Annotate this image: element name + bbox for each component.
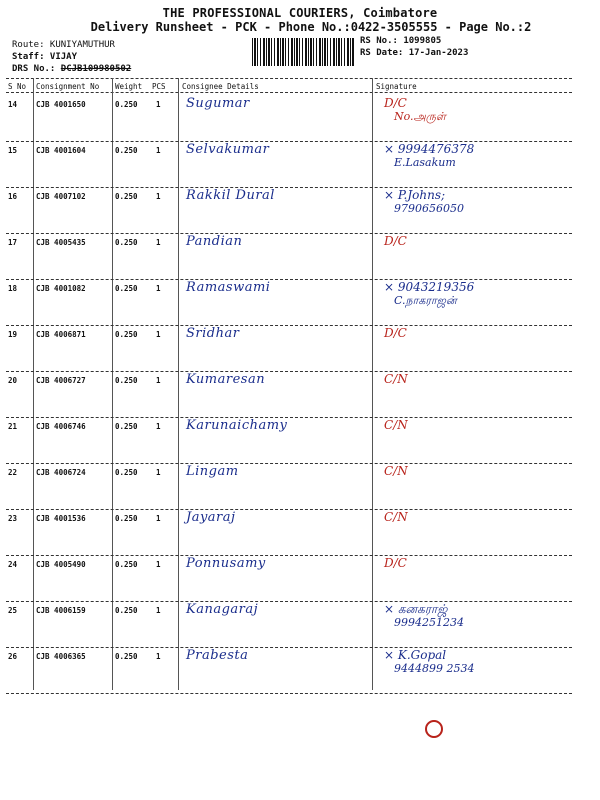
- row-weight: 0.250: [115, 238, 138, 247]
- signature-cell: [378, 602, 568, 630]
- signature-cell: [378, 188, 568, 216]
- signature-line-1: × 9043219356: [384, 280, 475, 294]
- ink-stamp-mark: [425, 720, 443, 738]
- consignee-name: Pandian: [186, 234, 243, 249]
- row-weight: 0.250: [115, 468, 138, 477]
- consignee-name: Kumaresan: [186, 372, 266, 387]
- signature-cell: [378, 234, 568, 248]
- consignee-name: Sridhar: [186, 326, 240, 341]
- table-row: [6, 510, 572, 556]
- row-sno: 17: [8, 238, 18, 247]
- drs-value: DCJB109980502: [60, 64, 132, 74]
- rs-date: RS Date: 17-Jan-2023: [360, 48, 469, 58]
- row-sno: 24: [8, 560, 18, 569]
- row-pcs: 1: [156, 284, 161, 293]
- row-sno: 20: [8, 376, 18, 385]
- signature-line-1: C/N: [384, 510, 408, 524]
- row-consignment-no: CJB 4007102: [36, 192, 86, 201]
- signature-line-1: × P.Johns;: [384, 188, 446, 202]
- row-consignment-no: CJB 4006727: [36, 376, 86, 385]
- row-pcs: 1: [156, 146, 161, 155]
- table-row: [6, 556, 572, 602]
- row-sno: 21: [8, 422, 18, 431]
- row-consignment-no: CJB 4001082: [36, 284, 86, 293]
- signature-line-2: 9994251234: [394, 616, 464, 629]
- row-weight: 0.250: [115, 100, 138, 109]
- signature-line-2: E.Lasakum: [394, 156, 456, 169]
- row-sno: 18: [8, 284, 18, 293]
- row-pcs: 1: [156, 100, 161, 109]
- consignee-name: Selvakumar: [186, 142, 270, 157]
- row-consignment-no: CJB 4005490: [36, 560, 86, 569]
- signature-cell: [378, 464, 568, 478]
- row-consignment-no: CJB 4006365: [36, 652, 86, 661]
- row-pcs: 1: [156, 652, 161, 661]
- row-weight: 0.250: [115, 422, 138, 431]
- consignee-name: Prabesta: [186, 648, 249, 663]
- row-sno: 16: [8, 192, 18, 201]
- row-consignment-no: CJB 4006871: [36, 330, 86, 339]
- signature-cell: [378, 326, 568, 340]
- signature-cell: [378, 372, 568, 386]
- row-sno: 15: [8, 146, 18, 155]
- col-consignment: Consignment No: [36, 82, 100, 91]
- row-weight: 0.250: [115, 146, 138, 155]
- signature-cell: [378, 510, 568, 524]
- signature-line-2: No.அருள்: [394, 110, 446, 123]
- row-pcs: 1: [156, 422, 161, 431]
- consignee-name: Kanagaraj: [186, 602, 259, 617]
- table-row: [6, 648, 572, 694]
- table-row: [6, 142, 572, 188]
- col-weight: Weight: [115, 82, 143, 91]
- signature-cell: [378, 142, 568, 170]
- table-row: [6, 188, 572, 234]
- row-consignment-no: CJB 4001650: [36, 100, 86, 109]
- drs-label: DRS No.:: [12, 64, 56, 74]
- row-consignment-no: CJB 4005435: [36, 238, 86, 247]
- table-row: [6, 326, 572, 372]
- header-top-rule: [6, 78, 572, 79]
- signature-line-1: × 9994476378: [384, 142, 475, 156]
- col-signature: Signature: [376, 82, 417, 91]
- row-weight: 0.250: [115, 284, 138, 293]
- signature-line-1: × K.Gopal: [384, 648, 447, 662]
- row-sno: 25: [8, 606, 18, 615]
- signature-cell: [378, 280, 568, 308]
- col-sno: S No: [8, 82, 27, 91]
- consignee-name: Ramaswami: [186, 280, 271, 295]
- row-weight: 0.250: [115, 652, 138, 661]
- row-consignment-no: CJB 4001604: [36, 146, 86, 155]
- signature-cell: [378, 556, 568, 570]
- table-row: [6, 280, 572, 326]
- consignee-name: Karunaichamy: [186, 418, 288, 433]
- signature-line-1: D/C: [384, 556, 407, 570]
- signature-line-2: 9790656050: [394, 202, 464, 215]
- consignee-name: Jayaraj: [186, 510, 236, 525]
- row-pcs: 1: [156, 238, 161, 247]
- table-row: [6, 602, 572, 648]
- table-row: [6, 418, 572, 464]
- table-row: [6, 464, 572, 510]
- row-weight: 0.250: [115, 330, 138, 339]
- signature-line-1: D/C: [384, 326, 407, 340]
- row-consignment-no: CJB 4006724: [36, 468, 86, 477]
- signature-line-2: 9444899 2534: [394, 662, 475, 675]
- signature-line-1: C/N: [384, 372, 408, 386]
- row-pcs: 1: [156, 376, 161, 385]
- col-consignee: Consignee Details: [182, 82, 259, 91]
- row-sno: 22: [8, 468, 18, 477]
- row-pcs: 1: [156, 606, 161, 615]
- route-label: Route: KUNIYAMUTHUR: [12, 40, 115, 50]
- company-title: THE PROFESSIONAL COURIERS, Coimbatore: [162, 6, 438, 20]
- consignee-name: Rakkil Dural: [186, 188, 275, 203]
- row-pcs: 1: [156, 514, 161, 523]
- signature-cell: [378, 96, 568, 124]
- row-sno: 23: [8, 514, 18, 523]
- row-weight: 0.250: [115, 606, 138, 615]
- runsheet-subtitle: Delivery Runsheet - PCK - Phone No.:0422-3505555 - Page No.:2: [90, 20, 532, 34]
- signature-line-2: C.நாகராஜன்: [394, 294, 457, 307]
- row-consignment-no: CJB 4001536: [36, 514, 86, 523]
- staff-label: Staff: VIJAY: [12, 52, 78, 62]
- row-pcs: 1: [156, 192, 161, 201]
- barcode-image: [252, 38, 354, 66]
- signature-line-1: × கனகராஜ்: [384, 602, 448, 616]
- row-weight: 0.250: [115, 514, 138, 523]
- table-row: [6, 234, 572, 280]
- table-row: [6, 96, 572, 142]
- consignee-name: Lingam: [186, 464, 239, 479]
- signature-cell: [378, 418, 568, 432]
- consignee-name: Ponnusamy: [186, 556, 266, 571]
- row-pcs: 1: [156, 468, 161, 477]
- consignee-name: Sugumar: [186, 96, 250, 111]
- row-sno: 14: [8, 100, 18, 109]
- header-bottom-rule: [6, 92, 572, 93]
- signature-line-1: D/C: [384, 234, 407, 248]
- row-weight: 0.250: [115, 192, 138, 201]
- row-consignment-no: CJB 4006746: [36, 422, 86, 431]
- signature-line-1: D/C: [384, 96, 407, 110]
- signature-line-1: C/N: [384, 464, 408, 478]
- row-divider: [6, 693, 572, 694]
- row-weight: 0.250: [115, 560, 138, 569]
- row-pcs: 1: [156, 560, 161, 569]
- row-sno: 26: [8, 652, 18, 661]
- row-pcs: 1: [156, 330, 161, 339]
- col-pcs: PCS: [152, 82, 166, 91]
- row-weight: 0.250: [115, 376, 138, 385]
- rs-number: RS No.: 1099805: [360, 36, 442, 46]
- row-sno: 19: [8, 330, 18, 339]
- table-row: [6, 372, 572, 418]
- row-consignment-no: CJB 4006159: [36, 606, 86, 615]
- drs-number: [12, 64, 131, 74]
- signature-line-1: C/N: [384, 418, 408, 432]
- signature-cell: [378, 648, 568, 676]
